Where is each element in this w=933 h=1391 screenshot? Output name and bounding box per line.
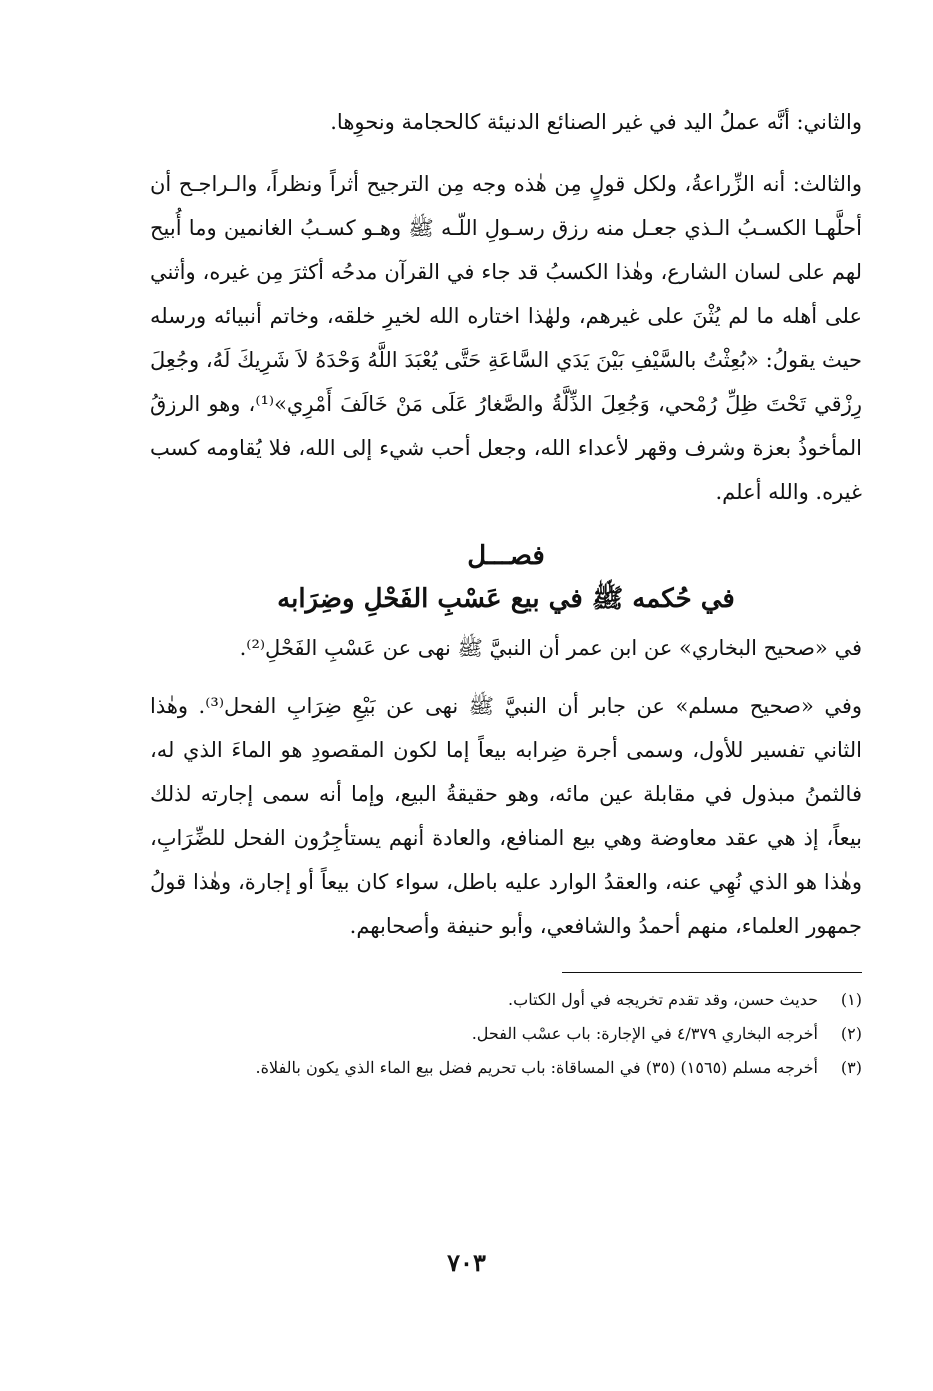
page-body [150, 100, 862, 1085]
footnote-item [150, 983, 862, 1017]
section-title: في حُكمه ﷺ في بيع عَسْبِ الفَحْلِ وضِرَابه [277, 584, 735, 614]
paragraph-second-opinion: والثاني: أنَّه عملُ اليد في غير الصنائع الدنيئة كالحجامة ونحوِها. [330, 110, 862, 134]
footnote-text: حديث حسن، وقد تقدم تخريجه في أول الكتاب. [508, 990, 818, 1009]
paragraph-bukhari-hadith: في «صحيح البخاري» عن ابن عمر أن النبيَّ ﷺ نهى عن عَسْبِ الفَحْلِ⁽²⁾. [239, 636, 862, 660]
footnote-text: أخرجه البخاري ٤/٣٧٩ في الإجارة: باب عسْب الفحل. [471, 1024, 818, 1043]
section-heading-word: فصـــل [467, 541, 545, 571]
paragraph-third-opinion: والثالث: أنه الزِّراعةُ، ولكل قولٍ مِن هٰذه وجه مِن الترجيح أثراً ونظراً، والـراجـح أن أحلَّهـا الكسـبُ الـذي جعـل منه رزق رسـولِ اللّـه ﷺ وهـو كسـبُ الغانمين وما أُبيح لهم على لسان الشارع، وهٰذا الكسبُ قد جاء في القرآن مدحُه أكثرَ مِن غيره، وأثني على أهله ما لم يُثْنَ على غيرهم، ولهٰذا اختاره الله لخيرِ خلقه، وخاتم أنبيائه ورسله حيث يقولُ: «بُعِثْتُ بالسَّيْفِ بَيْنَ يَدَي السَّاعَةِ حَتَّى يُعْبَدَ اللَّهُ وَحْدَهُ لاَ شَرِيكَ لَهُ، وجُعِلَ رِزْقي تَحْتَ ظِلِّ رُمْحي، وَجُعِلَ الذِّلَّةُ والصَّغارُ عَلَى مَنْ خَالَفَ أَمْرِي»⁽¹⁾، وهو الرزقُ المأخوذُ بعزة وشرف وقهر لأعداء الله، وجعل أحب شيء إلى الله، فلا يُقاومه كسب غيره. والله أعلم. [150, 172, 862, 504]
footnote-item [150, 1051, 862, 1085]
footnote-text: أخرجه مسلم (١٥٦٥) (٣٥) في المساقاة: باب تحريم فضل بيع الماء الذي يكون بالفلاة. [255, 1058, 818, 1077]
footnote-number: (١) [840, 990, 862, 1009]
paragraph-muslim-hadith: وفي «صحيح مسلم» عن جابر أن النبيَّ ﷺ نهى عن بَيْعِ ضِرَابِ الفحل⁽³⁾. وهٰذا الثاني تفسير للأول، وسمى أجرة ضِرابه بيعاً إما لكون المقصودِ هو الماءَ الذي له، فالثمنُ مبذول في مقابلة عين مائه، وهو حقيقةُ البيع، وإما أنه سمى إجارته لذلك بيعاً، إذ هي عقد معاوضة وهي بيع المنافع، والعادة أنهم يستأجِرُون الفحل للضِّرَابِ، وهٰذا هو الذي نُهِي عنه، والعقدُ الوارد عليه باطل، سواء كان بيعاً أو إجارة، وهٰذا قولُ جمهور العلماء، منهم أحمدُ والشافعي، وأبو حنيفة وأصحابهم. [150, 694, 862, 938]
footnote-number: (٢) [840, 1024, 862, 1043]
footnotes-list [150, 983, 862, 1085]
footnote-number: (٣) [840, 1058, 862, 1077]
footnote-item [150, 1017, 862, 1051]
page-number: ٧٠٣ [447, 1248, 486, 1277]
footnote-divider [562, 972, 862, 973]
